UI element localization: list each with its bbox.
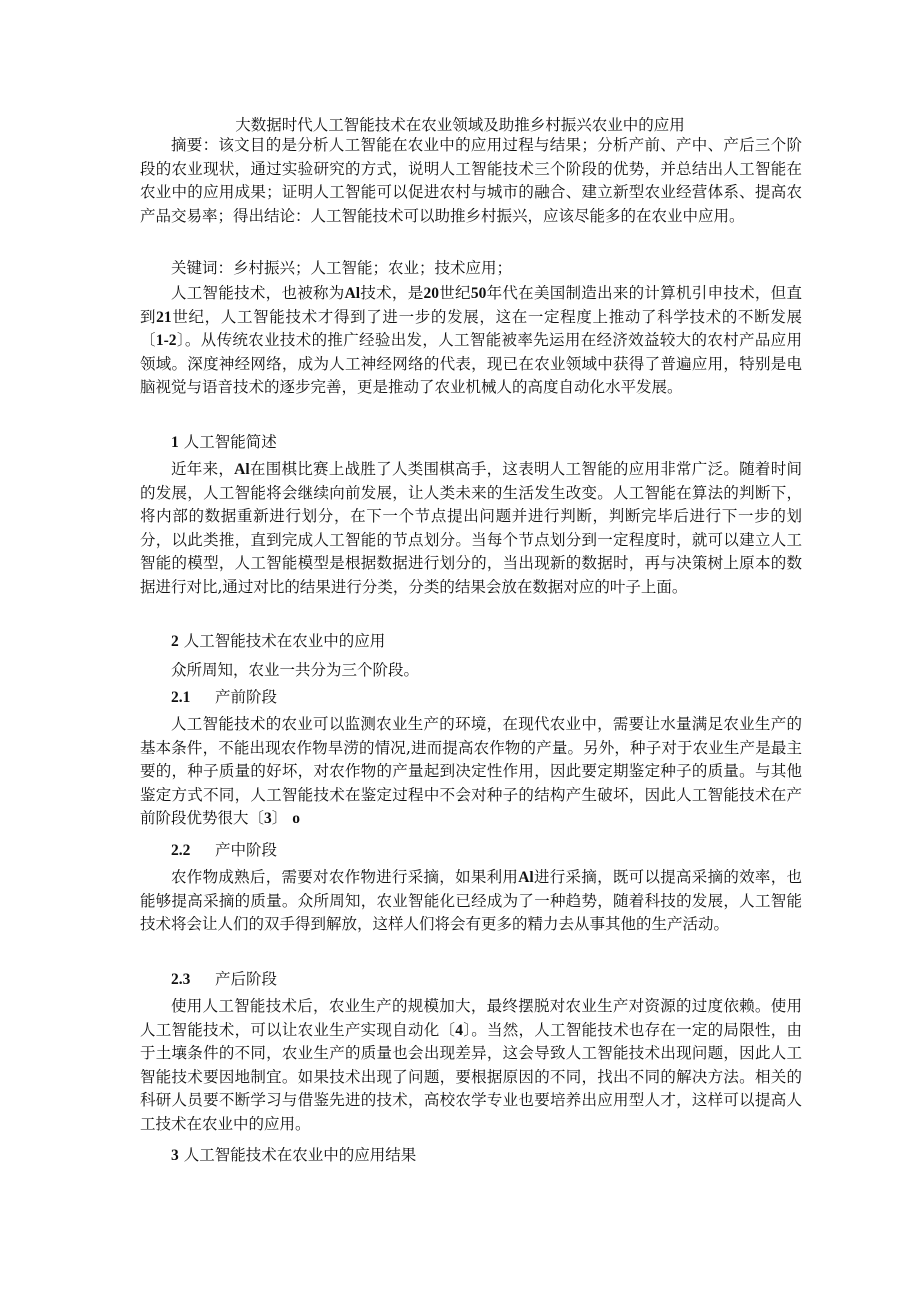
section-2-intro: 众所周知，农业一共分为三个阶段。 bbox=[171, 661, 420, 679]
intro-paragraph: 人工智能技术，也被称为Al技术，是20世纪50年代在美国制造出来的计算机引申技术，但直到21世纪，人工智能技术才得到了进一步的发展，这在一定程度上推动了科学技术的不断发展〔1-2〕。从传统农业技术的推广经验出发，人工智能被率先运用在经济效益较大的农村产品应用领域。深度神经网络，成为人工神经网络的代表，现已在农业领域中获得了普遍应用，特别是电脑视觉与语音技术的逐步完善，更是推动了农业机械人的高度自动化水平发展。 bbox=[140, 284, 802, 397]
section-2-1-heading: 2.1 产前阶段 bbox=[171, 688, 278, 706]
section-2-2-heading: 2.2 产中阶段 bbox=[171, 841, 278, 859]
section-1-paragraph: 近年来，Al在围棋比赛上战胜了人类围棋高手，这表明人工智能的应用非常广泛。随着时间的发展，人工智能将会继续向前发展，让人类未来的生活发生改变。人工智能在算法的判断下，将内部的数据重新进行划分，在下一个节点提出问题并进行判断，判断完毕后进行下一步的划分，以此类推，直到完成人工智能的节点划分。当每个节点划分到一定程度时，就可以建立人工智能的模型，人工智能模型是根据数据进行划分的，当出现新的数据时，再与决策树上原本的数据进行对比,通过对比的结果进行分类，分类的结果会放在数据对应的叶子上面。 bbox=[140, 460, 802, 596]
section-2-3-paragraph: 使用人工智能技术后，农业生产的规模加大，最终摆脱对农业生产对资源的过度依赖。使用人工智能技术，可以让农业生产实现自动化〔4〕。当然，人工智能技术也存在一定的局限性，由于土壤条件的不同，农业生产的质量也会出现差异，这会导致人工智能技术出现问题，因此人工智能技术要因地制宜。如果技术出现了问题，要根据原因的不同，找出不同的解决方法。相关的科研人员要不断学习与借鉴先进的技术，高校农学专业也要培养出应用型人才，这样可以提高人工技术在农业中的应用。 bbox=[140, 997, 802, 1133]
section-2-2-paragraph: 农作物成熟后，需要对农作物进行采摘，如果利用Al进行采摘，既可以提高采摘的效率，也能够提高采摘的质量。众所周知，农业智能化已经成为了一种趋势，随着科技的发展，人工智能技术将会让人们的双手得到解放，这样人们将会有更多的精力去从事其他的生产活动。 bbox=[140, 868, 802, 934]
keywords-paragraph: 关键词：乡村振兴；人工智能；农业；技术应用； bbox=[171, 259, 513, 277]
abstract-paragraph: 摘要：该文目的是分析人工智能在农业中的应用过程与结果；分析产前、产中、产后三个阶段的农业现状，通过实验研究的方式，说明人工智能技术三个阶段的优势，并总结出人工智能在农业中的应用成果；证明人工智能可以促进农村与城市的融合、建立新型农业经营体系、提高农产品交易率；得出结论：人工智能技术可以助推乡村振兴，应该尽能多的在农业中应用。 bbox=[140, 136, 802, 225]
section-3-heading: 3 人工智能技术在农业中的应用结果 bbox=[171, 1146, 417, 1164]
section-1-heading: 1 人工智能简述 bbox=[171, 433, 277, 451]
document-title: 大数据时代人工智能技术在农业领域及助推乡村振兴农业中的应用 bbox=[235, 116, 685, 134]
section-2-3-heading: 2.3 产后阶段 bbox=[171, 970, 278, 988]
section-2-1-paragraph: 人工智能技术的农业可以监测农业生产的环境，在现代农业中，需要让水量满足农业生产的基本条件，不能出现农作物旱涝的情况,进而提高农作物的产量。另外，种子对于农业生产是最主要的，种子质量的好坏，对农作物的产量起到决定性作用，因此要定期鉴定种子的质量。与其他鉴定方式不同，人工智能技术在鉴定过程中不会对种子的结构产生破坏，因此人工智能技术在产前阶段优势很大〔3〕 o bbox=[140, 715, 802, 828]
section-2-heading: 2 人工智能技术在农业中的应用 bbox=[171, 632, 386, 650]
